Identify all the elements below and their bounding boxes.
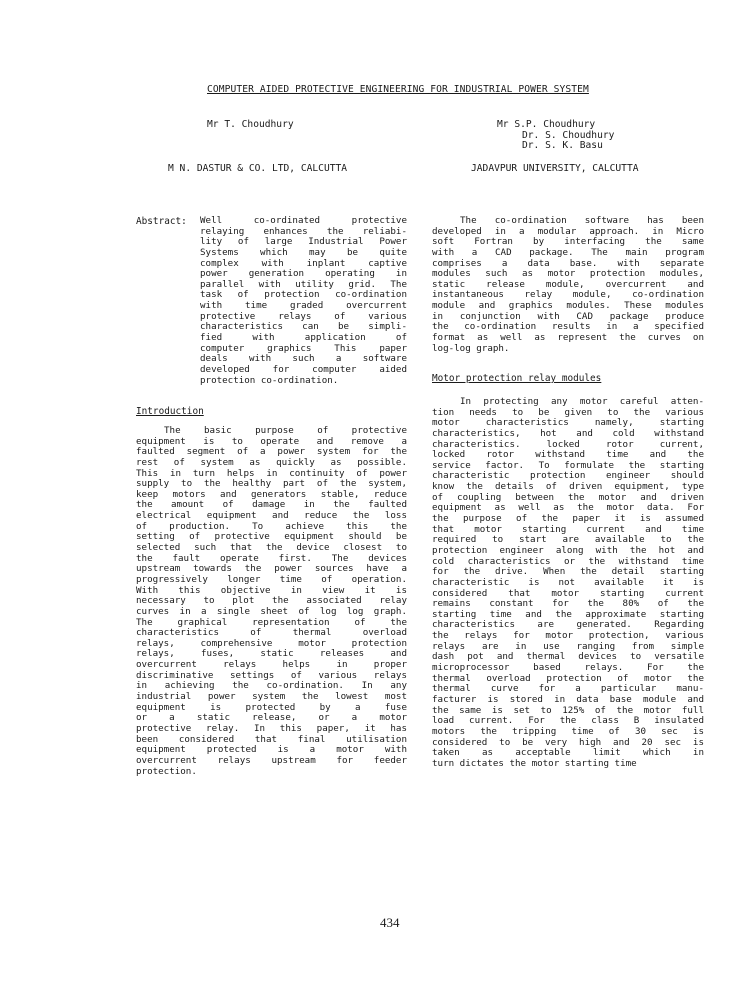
text-line: thermal overload protection of motor the xyxy=(432,673,704,684)
text-line: characteristic is not available it is xyxy=(432,577,704,588)
text-line: Well co-ordinated protective xyxy=(200,216,407,226)
text-line: instantaneous relay module, co-ordination xyxy=(432,290,704,301)
text-line: electrical equipment and reduce the loss xyxy=(136,511,407,522)
text-line: starting time and the approximate starting xyxy=(432,609,704,620)
text-line: with a CAD package. The main program xyxy=(432,247,704,258)
text-line: discriminative settings of various relays xyxy=(136,670,407,681)
author: Dr. S. Choudhury xyxy=(522,129,615,141)
text-line: The graphical representation of the xyxy=(136,617,407,628)
text-line: for the drive. When the detail starting xyxy=(432,567,704,578)
introduction-body xyxy=(136,426,407,777)
text-line: overcurrent relays upstream for feeder xyxy=(136,755,407,766)
text-line: relaying enhances the reliabi- xyxy=(200,226,407,237)
text-line: Systems which may be quite xyxy=(200,247,407,258)
abstract-label: Abstract: xyxy=(136,216,187,227)
text-line: the fault operate first. The devices xyxy=(136,553,407,564)
text-line: motor characteristics namely, starting xyxy=(432,418,704,429)
text-line: module and graphics modules. These modules xyxy=(432,301,704,312)
text-line: relays, comprehensive motor protection xyxy=(136,638,407,649)
text-line: thermal curve for a particular manu- xyxy=(432,684,704,695)
text-line: equipment protected is a motor with xyxy=(136,745,407,756)
text-line: considered that motor starting current xyxy=(432,588,704,599)
text-line: been considered that final utilisation xyxy=(136,734,407,745)
author: Mr S.P. Choudhury xyxy=(497,119,596,130)
text-line: protection. xyxy=(136,766,197,777)
text-line: the amount of damage in the faulted xyxy=(136,500,407,511)
text-line: complex with inplant captive xyxy=(200,258,407,269)
text-line: load current. For the class B insulated xyxy=(432,716,704,727)
text-line: characteristics of thermal overload xyxy=(136,628,407,639)
text-line: motors the tripping time of 30 sec is xyxy=(432,726,704,737)
text-line: characteristics, hot and cold withstand xyxy=(432,428,704,439)
text-line: setting of protective equipment should be xyxy=(136,532,407,543)
text-line: microprocessor based relays. For the xyxy=(432,663,704,674)
text-line: computer graphics This paper xyxy=(200,343,407,354)
text-line: upstream towards the power sources have a xyxy=(136,564,407,575)
text-line: keep motors and generators stable, reduce xyxy=(136,489,407,500)
text-line: protection co-ordination. xyxy=(200,375,339,386)
text-line: of production. To achieve this the xyxy=(136,521,407,532)
text-line: supply to the healthy part of the system, xyxy=(136,479,407,490)
text-line: The co-ordination software has been xyxy=(460,216,704,226)
authors-right xyxy=(497,120,614,152)
text-line: equipment is protected by a fuse xyxy=(136,702,407,713)
text-line: fied with application of xyxy=(200,333,407,344)
text-line: characteristics are generated. Regarding xyxy=(432,620,704,631)
text-line: developed for computer aided xyxy=(200,364,407,375)
text-line: turn dictates the motor starting time xyxy=(432,758,637,769)
text-line: in conjunction with CAD package produce xyxy=(432,311,704,322)
text-line: This in turn helps in continuity of power xyxy=(136,468,407,479)
text-line: characteristics. locked rotor current, xyxy=(432,439,704,450)
text-line: format as well as represent the curves on xyxy=(432,333,704,344)
text-line: overcurrent relays helps in proper xyxy=(136,660,407,671)
right-paragraph-2 xyxy=(432,397,704,769)
affiliation-right: JADAVPUR UNIVERSITY, CALCUTTA xyxy=(471,163,639,174)
text-line: know the details of driven equipment, type xyxy=(432,482,704,493)
text-line: lity of large Industrial Power xyxy=(200,237,407,248)
text-line: selected such that the device closest to xyxy=(136,543,407,554)
text-line: protection engineer along with the hot and xyxy=(432,545,704,556)
text-line: service factor. To formulate the starting xyxy=(432,460,704,471)
text-line: In protecting any motor careful atten- xyxy=(460,397,704,407)
motor-protection-heading: Motor protection relay modules xyxy=(432,373,602,384)
text-line: cold characteristics or the withstand time xyxy=(432,556,704,567)
page-number: 434 xyxy=(380,915,400,930)
text-line: protective relays of various xyxy=(200,311,407,322)
text-line: modules such as motor protection modules, xyxy=(432,269,704,280)
text-line: comprises a data base. with separate xyxy=(432,258,704,269)
text-line: remains constant for the 80% of the xyxy=(432,599,704,610)
text-line: that motor starting current and time xyxy=(432,524,704,535)
text-line: protective relay. In this paper, it has xyxy=(136,723,407,734)
paper-title: COMPUTER AIDED PROTECTIVE ENGINEERING FOR INDUSTRIAL POWER SYSTEM xyxy=(207,84,589,95)
text-line: The basic purpose of protective xyxy=(164,426,407,436)
text-line: curves in a single sheet of log log graph. xyxy=(136,606,407,617)
text-line: relays are in use ranging from simple xyxy=(432,641,704,652)
text-line: or a static release, or a motor xyxy=(136,713,407,724)
text-line: log-log graph. xyxy=(432,343,510,354)
text-line: facturer is stored in data base module and xyxy=(432,694,704,705)
text-line: equipment as well as the motor data. For xyxy=(432,503,704,514)
text-line: static release module, overcurrent and xyxy=(432,279,704,290)
right-paragraph-1 xyxy=(432,216,704,354)
text-line: in achieving the co-ordination. In any xyxy=(136,681,407,692)
text-line: characteristic protection engineer should xyxy=(432,471,704,482)
author: Dr. S. K. Basu xyxy=(522,140,603,151)
text-line: parallel with utility grid. The xyxy=(200,279,407,290)
text-line: developed in a modular approach. in Micro xyxy=(432,226,704,237)
text-line: the co-ordination results in a specified xyxy=(432,322,704,333)
text-line: considered to be very high and 20 sec is xyxy=(432,737,704,748)
affiliation-left: M N. DASTUR & CO. LTD, CALCUTTA xyxy=(168,163,348,174)
text-line: deals with such a software xyxy=(200,354,407,365)
text-line: industrial power system the lowest most xyxy=(136,692,407,703)
abstract-body xyxy=(200,216,407,386)
text-line: task of protection co-ordination xyxy=(200,290,407,301)
text-line: equipment is to operate and remove a xyxy=(136,436,407,447)
text-line: faulted segment of a power system for the xyxy=(136,447,407,458)
text-line: progressively longer time of operation. xyxy=(136,574,407,585)
text-line: the purpose of the paper it is assumed xyxy=(432,514,704,525)
text-line: relays, fuses, static releases and xyxy=(136,649,407,660)
text-line: soft Fortran by interfacing the same xyxy=(432,237,704,248)
text-line: the relays for motor protection, various xyxy=(432,631,704,642)
text-line: With this objective in view it is xyxy=(136,585,407,596)
text-line: tion needs to be given to the various xyxy=(432,407,704,418)
authors-left xyxy=(207,120,294,131)
text-line: dash pot and thermal devices to versatile xyxy=(432,652,704,663)
text-line: of coupling between the motor and driven xyxy=(432,492,704,503)
text-line: power generation operating in xyxy=(200,269,407,280)
introduction-heading: Introduction xyxy=(136,406,204,417)
text-line: rest of system as quickly as possible. xyxy=(136,457,407,468)
text-line: taken as acceptable limit which in xyxy=(432,748,704,759)
text-line: locked rotor withstand time and the xyxy=(432,450,704,461)
text-line: with time graded overcurrent xyxy=(200,301,407,312)
text-line: characteristics can be simpli- xyxy=(200,322,407,333)
author: Mr T. Choudhury xyxy=(207,119,294,130)
text-line: the same is set to 125% of the motor full xyxy=(432,705,704,716)
text-line: required to start are available to the xyxy=(432,535,704,546)
text-line: necessary to plot the associated relay xyxy=(136,596,407,607)
